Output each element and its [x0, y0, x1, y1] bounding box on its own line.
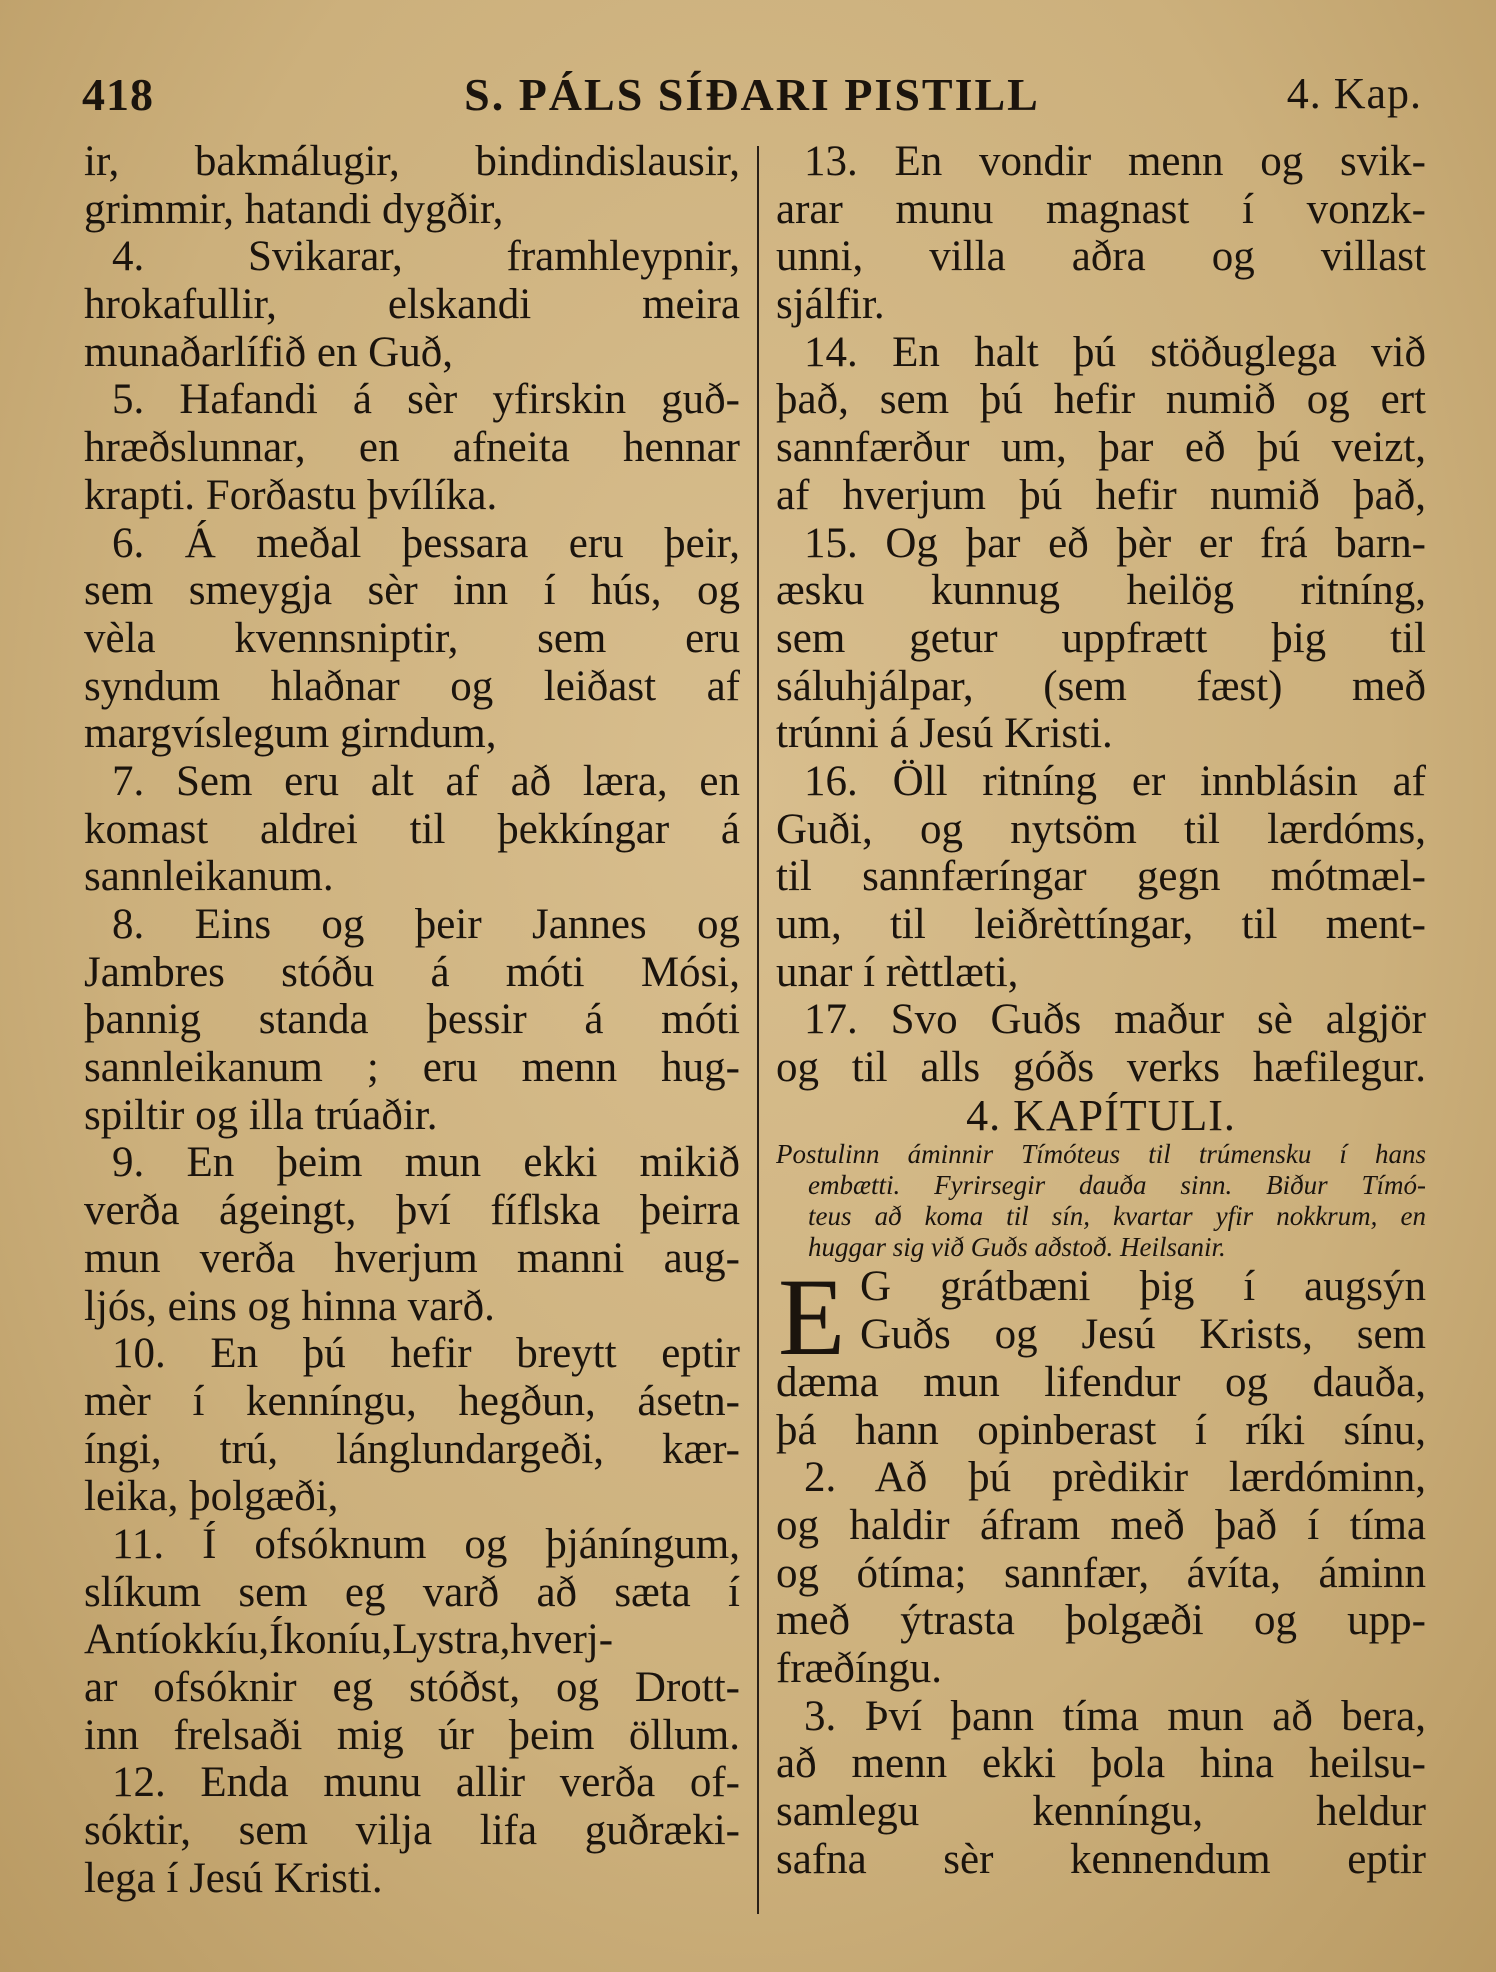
text-line: æsku kunnug heilög ritníng, [776, 567, 1426, 615]
text-line: fræðíngu. [776, 1644, 943, 1692]
text-line: leika, þolgæði, [84, 1473, 339, 1521]
text-line: mèr í kenníngu, hegðun, ásetn- [84, 1377, 740, 1425]
text-line: sóktir, sem vilja lifa guðræki- [84, 1807, 740, 1855]
text-line: vèla kvennsniptir, sem eru [84, 614, 740, 662]
right-column [776, 138, 1426, 1883]
chapter-marker: 4. Kap. [1286, 69, 1422, 118]
verse-start: 11. Í ofsóknum og þjáníngum, [112, 1520, 740, 1568]
verse-start: 8. Eins og þeir Jannes og [112, 901, 740, 948]
text-line: samlegu kenníngu, heldur [776, 1788, 1426, 1835]
verse-start: 9. En þeim mun ekki mikið [112, 1139, 740, 1187]
text-line: lega í Jesú Kristi. [84, 1854, 383, 1902]
verse-start: 10. En þú hefir breytt eptir [112, 1330, 740, 1378]
text-line: unni, villa aðra og villast [776, 233, 1426, 281]
text-line: slíkum sem eg varð að sæta í [84, 1568, 740, 1616]
text-line: sjálfir. [776, 281, 885, 329]
verse-start: 14. En halt þú stöðuglega við [804, 328, 1426, 376]
left-column [84, 138, 740, 1902]
text-line: trúnni á Jesú Kristi. [776, 710, 1113, 758]
verse-start: 12. Enda munu allir verða of- [112, 1759, 740, 1807]
verse-start: 7. Sem eru alt af að læra, en [112, 757, 740, 805]
text-line: íngi, trú, lánglundargeði, kær- [84, 1425, 740, 1473]
verse-start: 4. Svikarar, framhleypnir, [112, 233, 740, 281]
text-line: sáluhjálpar, (sem fæst) með [776, 662, 1426, 710]
text-line: Guðs og Jesú Krists, sem [860, 1311, 1426, 1359]
text-line: ir, bakmálugir, bindindislausir, [84, 138, 740, 185]
verse-start: 5. Hafandi á sèr yfirskin guð- [112, 376, 740, 424]
column-divider [757, 146, 759, 1914]
text-line: komast aldrei til þekkíngar á [84, 805, 740, 853]
chapter-summary-line: Postulinn áminnir Tímóteus til trúmensku í hans [776, 1139, 1426, 1170]
verse-start: 13. En vondir menn og svik- [804, 138, 1426, 185]
drop-cap-paragraph [776, 1256, 1426, 1454]
text-line: margvíslegum girndum, [84, 710, 497, 758]
text-line: sannleikanum. [84, 853, 334, 901]
text-line: sem getur uppfrætt þig til [776, 614, 1426, 662]
verse-start: 2. Að þú prèdikir lærdóminn, [804, 1454, 1426, 1502]
text-line: inn frelsaði mig úr þeim öllum. [84, 1711, 740, 1759]
text-line: grimmir, hatandi dygðir, [84, 185, 504, 233]
chapter-summary-line: teus að koma til sín, kvartar yfir nokkrum, en [808, 1201, 1426, 1232]
text-line: hræðslunnar, en afneita hennar [84, 424, 740, 472]
text-line: sem smeygja sèr inn í hús, og [84, 567, 740, 615]
chapter-summary-line: huggar sig við Guðs aðstoð. Heilsanir. [808, 1232, 1226, 1263]
verse-start: 3. Því þann tíma mun að bera, [804, 1692, 1426, 1740]
text-line: safna sèr kennendum eptir [776, 1835, 1426, 1883]
text-line: með ýtrasta þolgæði og upp- [776, 1597, 1426, 1645]
chapter-heading: 4. KAPÍTULI. [966, 1091, 1236, 1140]
text-line: dæma mun lifendur og dauða, [776, 1358, 1426, 1406]
text-line: krapti. Forðastu þvílíka. [84, 471, 498, 519]
text-line: til sannfæríngar gegn mótmæl- [776, 853, 1426, 901]
text-line: verða ágeingt, því fíflska þeirra [84, 1187, 740, 1235]
text-line: og ótíma; sannfær, ávíta, áminn [776, 1549, 1426, 1597]
drop-cap: E [778, 1256, 846, 1379]
chapter-summary-line: embætti. Fyrirsegir dauða sinn. Biður Tímó- [808, 1170, 1426, 1201]
verse-start: 6. Á meðal þessara eru þeir, [112, 519, 740, 567]
text-line: munaðarlífið en Guð, [84, 328, 453, 376]
text-line: um, til leiðrèttíngar, til ment- [776, 901, 1426, 948]
text-line: af hverjum þú hefir numið það, [776, 471, 1426, 519]
text-line: arar munu magnast í vonzk- [776, 185, 1426, 233]
text-line: og haldir áfram með það í tíma [776, 1501, 1426, 1549]
text-line: það, sem þú hefir numið og ert [776, 376, 1426, 424]
text-line: þá hann opinberast í ríki sínu, [776, 1406, 1426, 1454]
text-line: sannleikanum ; eru menn hug- [84, 1044, 740, 1092]
text-line: G grátbæni þig í augsýn [860, 1263, 1426, 1311]
text-line: og til alls góðs verks hæfilegur. [776, 1044, 1426, 1092]
text-line: syndum hlaðnar og leiðast af [84, 662, 740, 710]
text-line: ar ofsóknir eg stóðst, og Drott- [84, 1664, 740, 1711]
text-line: mun verða hverjum manni aug- [84, 1234, 740, 1282]
text-line: spiltir og illa trúaðir. [84, 1091, 438, 1139]
text-line: að menn ekki þola hina heilsu- [776, 1740, 1426, 1788]
verse-start: 15. Og þar eð þèr er frá barn- [804, 519, 1426, 567]
text-line: Jambres stóðu á móti Mósi, [84, 948, 740, 996]
text-line: Antíokkíu,Íkoníu,Lystra,hverj- [84, 1616, 614, 1664]
running-title: S. PÁLS SÍÐARI PISTILL [464, 69, 1040, 120]
text-line: ljós, eins og hinna varð. [84, 1282, 495, 1330]
text-line: þannig standa þessir á móti [84, 996, 740, 1044]
page-number: 418 [82, 69, 154, 120]
verse-start: 17. Svo Guðs maður sè algjör [804, 996, 1426, 1044]
verse-start: 16. Öll ritníng er innblásin af [804, 757, 1426, 805]
text-line: Guði, og nytsöm til lærdóms, [776, 805, 1426, 853]
text-line: hrokafullir, elskandi meira [84, 281, 740, 329]
text-line: unar í rèttlæti, [776, 948, 1019, 996]
text-line: sannfærður um, þar eð þú veizt, [776, 424, 1426, 472]
running-header [82, 68, 1422, 128]
